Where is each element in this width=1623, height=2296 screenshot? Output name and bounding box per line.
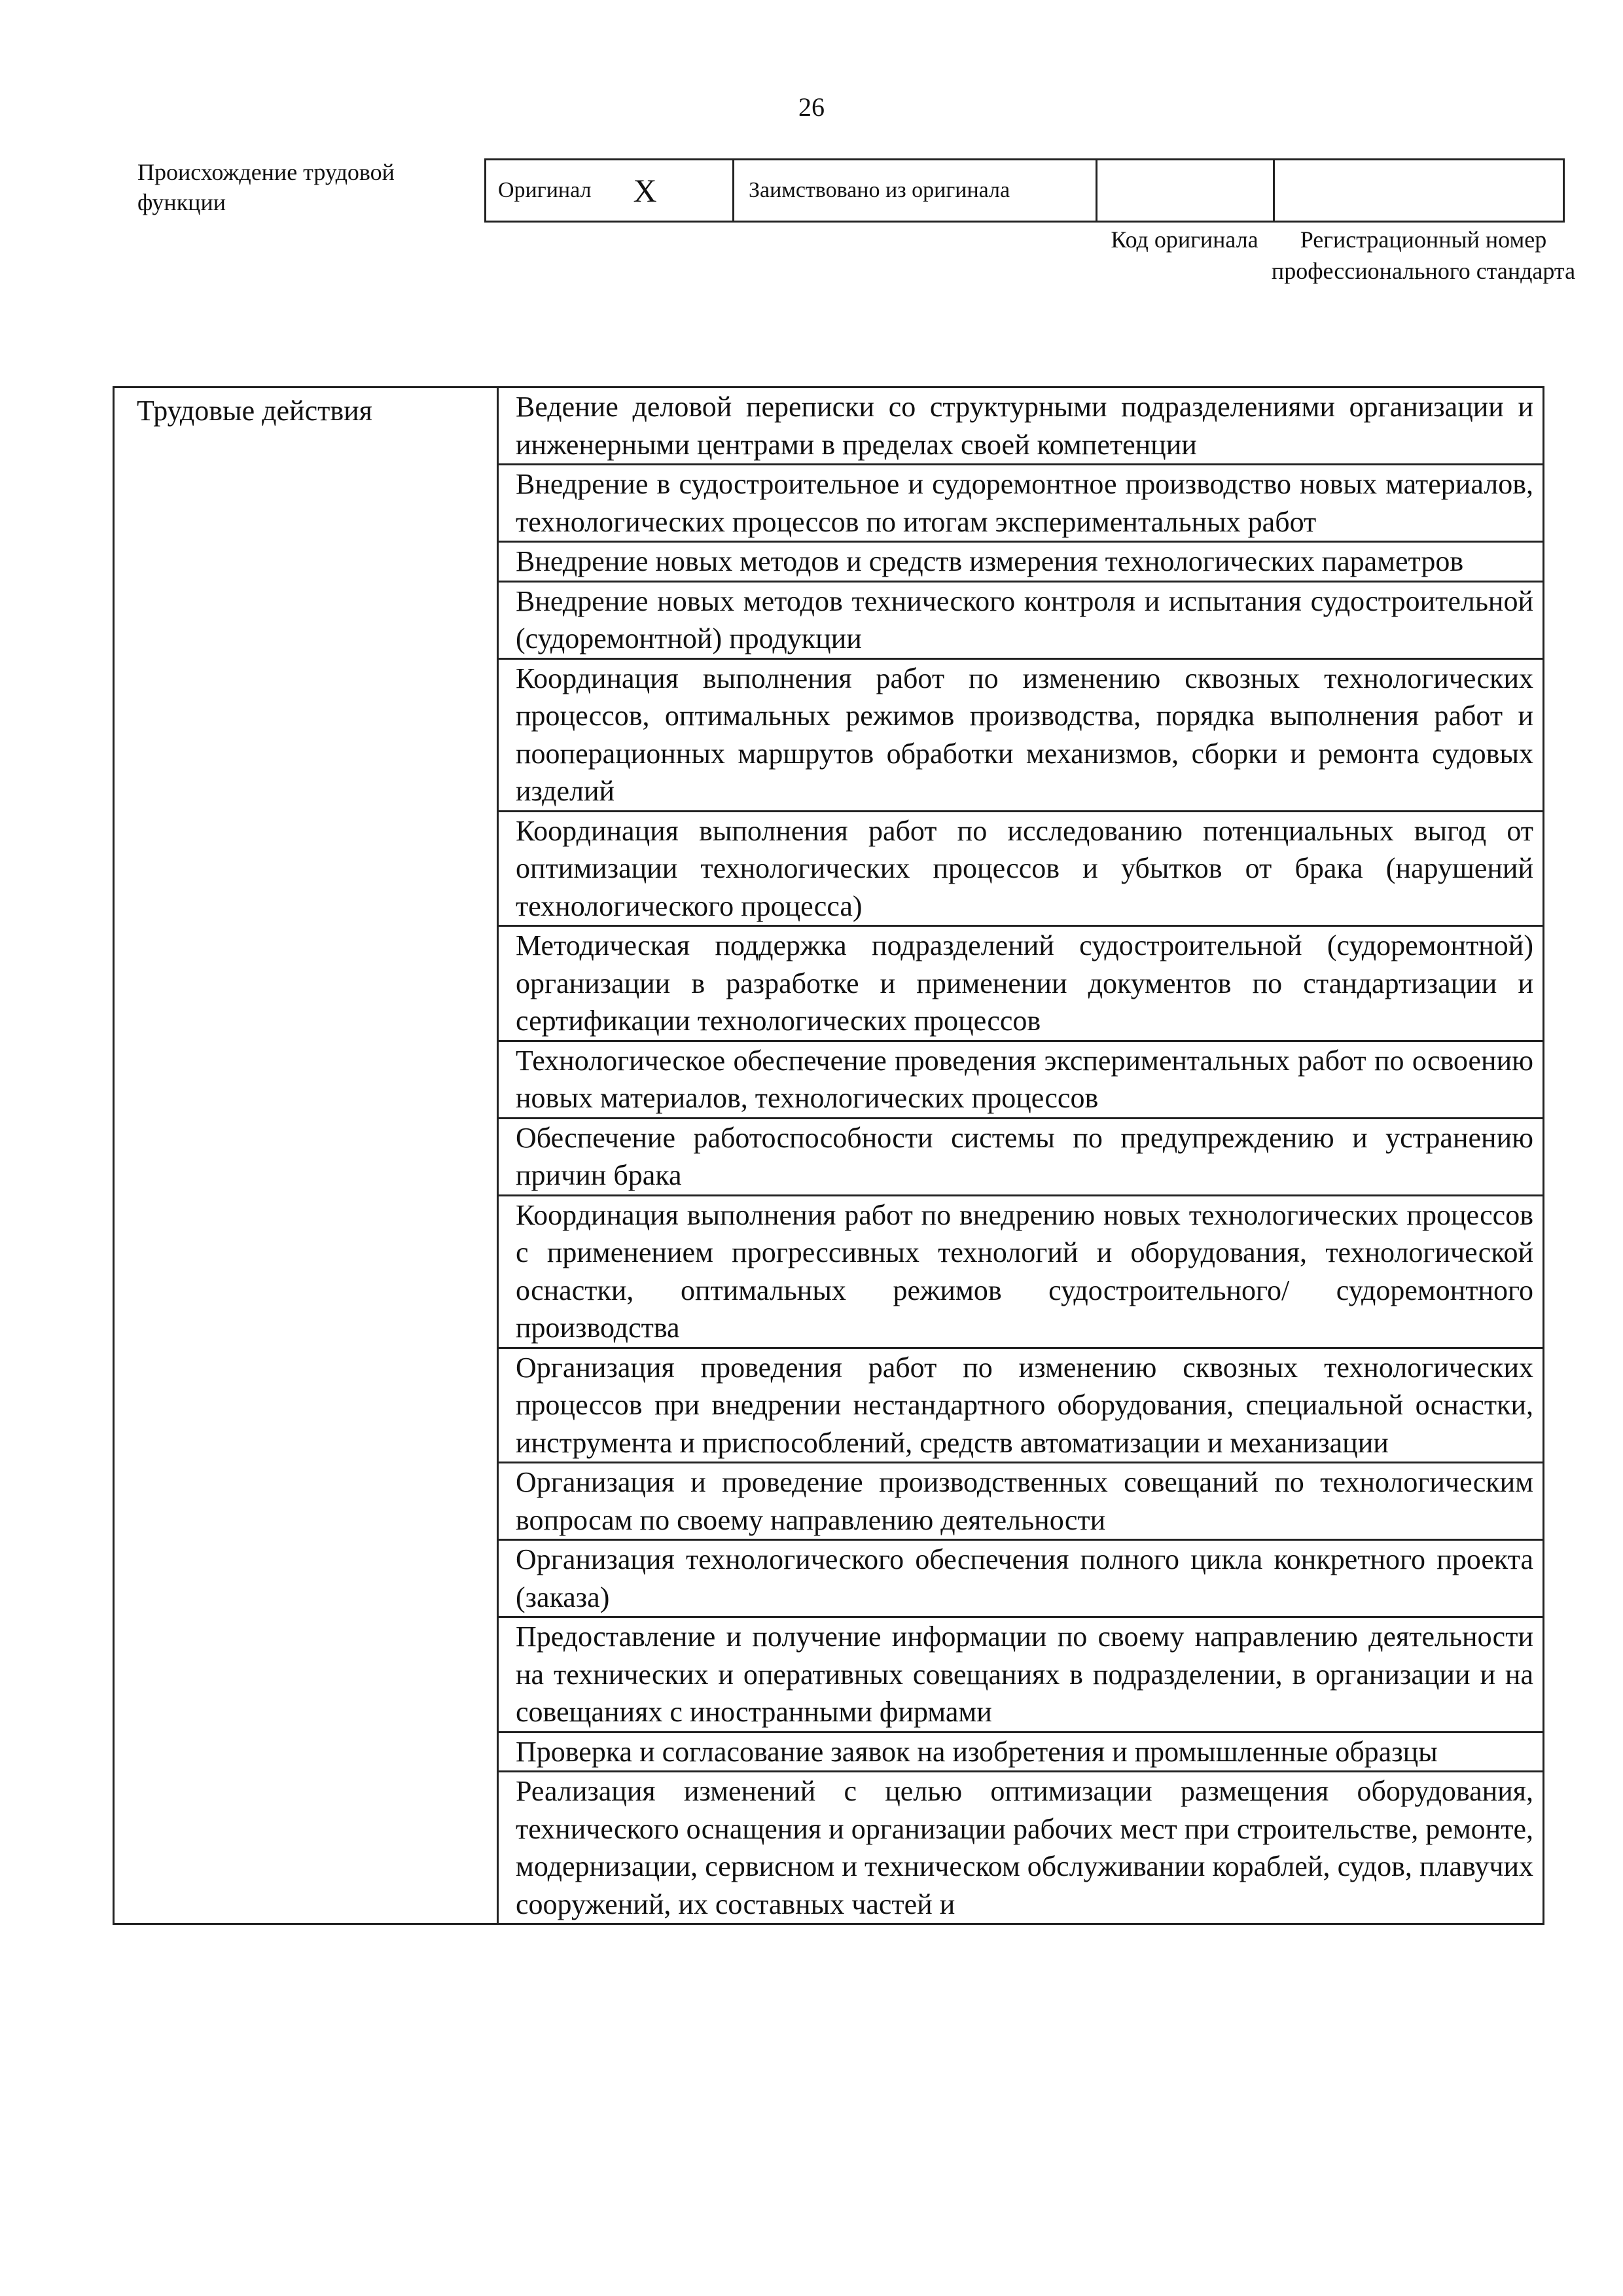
action-item: Внедрение новых методов технического контроля и испытания судостроительной (судоремонтной) продукции (498, 581, 1544, 658)
code-caption: Код оригинала (1111, 226, 1258, 253)
labor-actions-table (113, 386, 1544, 1925)
original-cell (486, 160, 734, 222)
action-item: Ведение деловой переписки со структурными подразделениями организации и инженерными центрами в пределах своей компетенции (498, 387, 1544, 465)
action-item: Организация проведения работ по изменению сквозных технологических процессов при внедрении нестандартного оборудования, специальной оснастки, инструмента и приспособлений, средств автоматизации и механизации (498, 1348, 1544, 1463)
action-item: Координация выполнения работ по изменению сквозных технологических процессов, оптимальных режимов производства, порядка выполнения работ и пооперационных маршрутов обработки механизмов, сборки и ремонта судовых изделий (498, 658, 1544, 811)
page-number: 26 (798, 92, 825, 122)
action-item: Предоставление и получение информации по своему направлению деятельности на технических и оперативных совещаниях в подразделении, в организации и на совещаниях с иностранными фирмами (498, 1617, 1544, 1732)
action-item: Методическая поддержка подразделений судостроительной (судоремонтной) организации в разработке и применении документов по стандартизации и сертификации технологических процессов (498, 926, 1544, 1041)
origin-table (484, 158, 1565, 223)
action-item: Технологическое обеспечение проведения экспериментальных работ по освоению новых материалов, технологических процессов (498, 1041, 1544, 1118)
borrowed-label: Заимствовано из оригинала (734, 160, 1097, 222)
original-label: Оригинал (498, 178, 592, 202)
labor-actions-label: Трудовые действия (114, 387, 498, 1924)
registration-caption: Регистрационный номер профессионального стандарта (1271, 226, 1576, 284)
action-item: Проверка и согласование заявок на изобретения и промышленные образцы (498, 1732, 1544, 1772)
registration-number-cell (1274, 160, 1564, 222)
action-item: Организация и проведение производственных совещаний по технологическим вопросам по своему направлению деятельности (498, 1463, 1544, 1540)
origin-label: Происхождение трудовой функции (137, 159, 395, 215)
action-item: Организация технологического обеспечения полного цикла конкретного проекта (заказа) (498, 1540, 1544, 1617)
action-item: Координация выполнения работ по внедрению новых технологических процессов с применением прогрессивных технологий и оборудования, технологической оснастки, оптимальных режимов судостроительного/ судоремонтного производства (498, 1195, 1544, 1348)
action-item: Реализация изменений с целью оптимизации размещения оборудования, технического оснащения и организации рабочих мест при строительстве, ремонте, модернизации, сервисном и техническом обслуживании кораблей, судов, плавучих сооружений, их составных частей и (498, 1772, 1544, 1924)
action-item: Координация выполнения работ по исследованию потенциальных выгод от оптимизации технологических процессов и убытков от брака (нарушений технологического процесса) (498, 811, 1544, 926)
original-code-cell (1097, 160, 1274, 222)
table-row (114, 387, 1544, 465)
original-mark: X (633, 172, 657, 209)
action-item: Внедрение в судостроительное и судоремонтное производство новых материалов, технологических процессов по итогам экспериментальных работ (498, 465, 1544, 542)
action-item: Обеспечение работоспособности системы по предупреждению и устранению причин брака (498, 1118, 1544, 1195)
action-item: Внедрение новых методов и средств измерения технологических параметров (498, 542, 1544, 582)
